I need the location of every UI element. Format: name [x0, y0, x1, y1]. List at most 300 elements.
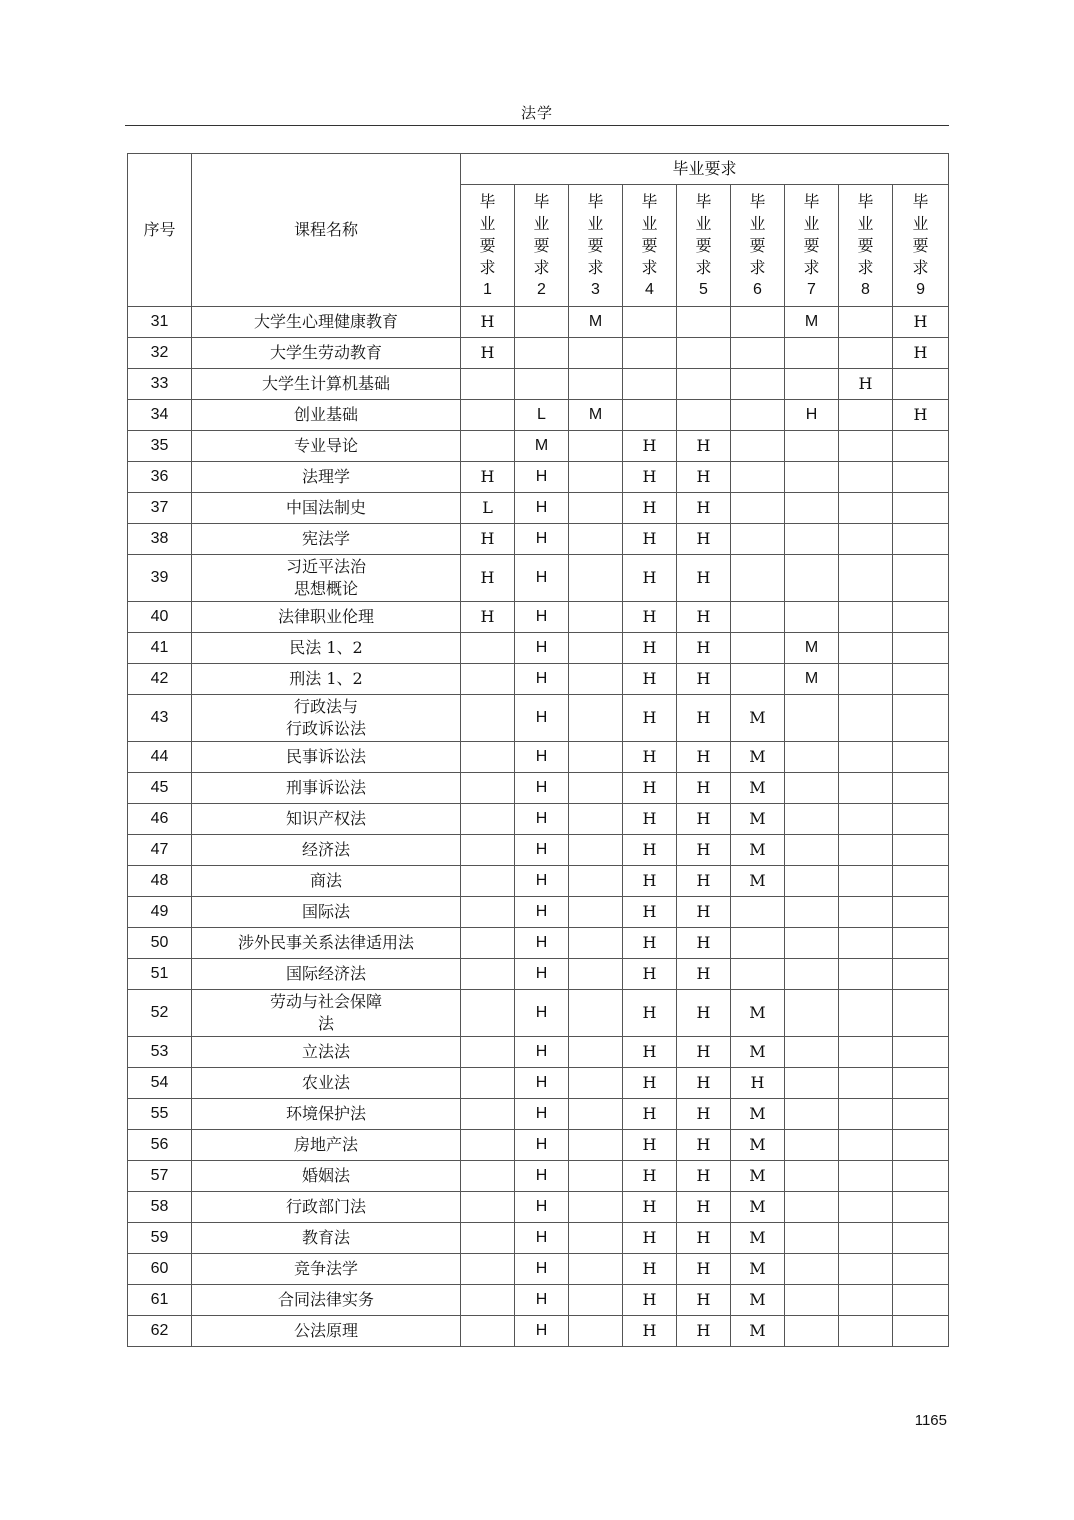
- requirement-5-level: H: [677, 633, 731, 664]
- row-number: 46: [128, 804, 192, 835]
- requirement-header-char: 求: [695, 257, 712, 277]
- row-number: 60: [128, 1254, 192, 1285]
- requirement-1-level: H: [461, 555, 515, 602]
- table-row: [128, 431, 949, 462]
- requirement-2-level: H: [515, 990, 569, 1037]
- course-name: [192, 866, 461, 897]
- requirement-header-char: 毕: [803, 191, 820, 211]
- course-name-line: 中国法制史: [285, 498, 366, 517]
- course-name: [192, 1068, 461, 1099]
- requirement-9-level: [893, 1316, 949, 1347]
- requirement-header-char: 5: [699, 280, 708, 298]
- requirement-4-level: H: [623, 742, 677, 773]
- requirement-2-level: H: [515, 555, 569, 602]
- column-header-requirement-8: [839, 185, 893, 307]
- requirement-1-level: [461, 1068, 515, 1099]
- requirement-2-level: H: [515, 493, 569, 524]
- requirement-2-level: [515, 307, 569, 338]
- column-header-requirement-5: [677, 185, 731, 307]
- requirement-5-level: H: [677, 524, 731, 555]
- requirement-6-level: [731, 462, 785, 493]
- requirement-8-level: [839, 338, 893, 369]
- requirement-2-level: H: [515, 664, 569, 695]
- requirement-6-level: [731, 897, 785, 928]
- requirement-2-level: [515, 338, 569, 369]
- requirement-3-level: [569, 742, 623, 773]
- table-row: [128, 928, 949, 959]
- requirement-6-level: [731, 400, 785, 431]
- requirement-2-level: H: [515, 1223, 569, 1254]
- requirement-5-level: [677, 369, 731, 400]
- requirement-7-level: [785, 524, 839, 555]
- requirement-5-level: H: [677, 1316, 731, 1347]
- requirement-3-level: [569, 1161, 623, 1192]
- requirement-5-level: H: [677, 804, 731, 835]
- course-name: [192, 1192, 461, 1223]
- requirement-3-level: [569, 866, 623, 897]
- requirement-header-char: 求: [587, 257, 604, 277]
- requirement-9-level: [893, 742, 949, 773]
- requirement-3-level: [569, 835, 623, 866]
- requirement-header-char: 求: [641, 257, 658, 277]
- requirement-3-level: [569, 773, 623, 804]
- requirement-7-level: [785, 1068, 839, 1099]
- requirement-2-level: H: [515, 897, 569, 928]
- requirement-1-level: [461, 866, 515, 897]
- requirement-9-level: [893, 804, 949, 835]
- row-number: 37: [128, 493, 192, 524]
- course-name-line: 法律职业伦理: [277, 607, 374, 626]
- requirement-5-level: H: [677, 990, 731, 1037]
- requirement-header-char: 毕: [641, 191, 658, 211]
- course-name: [192, 897, 461, 928]
- course-name: [192, 524, 461, 555]
- requirement-6-level: M: [731, 1099, 785, 1130]
- table-row: [128, 1316, 949, 1347]
- requirement-1-level: H: [461, 307, 515, 338]
- requirement-2-level: H: [515, 1285, 569, 1316]
- requirement-7-level: [785, 742, 839, 773]
- requirement-7-level: [785, 1192, 839, 1223]
- requirement-header-char: 业: [749, 213, 766, 233]
- course-name-line: 合同法律实务: [277, 1290, 374, 1309]
- requirement-8-level: [839, 1223, 893, 1254]
- requirement-8-level: [839, 835, 893, 866]
- course-name-line: 商法: [309, 871, 342, 890]
- requirement-1-level: [461, 897, 515, 928]
- requirement-1-level: [461, 773, 515, 804]
- requirement-9-level: [893, 493, 949, 524]
- requirement-2-level: H: [515, 1254, 569, 1285]
- requirement-3-level: [569, 1316, 623, 1347]
- requirement-3-level: [569, 1130, 623, 1161]
- requirement-4-level: H: [623, 835, 677, 866]
- table-row: [128, 400, 949, 431]
- requirement-1-level: [461, 400, 515, 431]
- table-row: [128, 1037, 949, 1068]
- requirement-8-level: [839, 1068, 893, 1099]
- row-number: 58: [128, 1192, 192, 1223]
- requirement-header-char: 业: [857, 213, 874, 233]
- requirement-2-level: H: [515, 804, 569, 835]
- requirement-9-level: [893, 369, 949, 400]
- course-name: [192, 369, 461, 400]
- course-name-line: 大学生劳动教育: [269, 343, 382, 362]
- requirement-header-char: 3: [591, 280, 600, 298]
- course-name-line: 竞争法学: [293, 1259, 358, 1278]
- table-row: [128, 990, 949, 1037]
- requirement-7-level: [785, 928, 839, 959]
- requirement-4-level: H: [623, 431, 677, 462]
- page-number: 1165: [914, 1412, 947, 1429]
- course-name-line: 民事诉讼法: [285, 747, 366, 766]
- course-name: [192, 1285, 461, 1316]
- table-row: [128, 1161, 949, 1192]
- table-row: [128, 462, 949, 493]
- requirement-1-level: [461, 664, 515, 695]
- requirement-header-char: 要: [641, 235, 658, 255]
- requirement-header-char: 业: [641, 213, 658, 233]
- requirement-5-level: H: [677, 928, 731, 959]
- requirement-9-level: [893, 1161, 949, 1192]
- requirement-4-level: H: [623, 1037, 677, 1068]
- requirement-9-level: H: [893, 307, 949, 338]
- requirement-header-char: 要: [803, 235, 820, 255]
- requirement-1-level: [461, 1223, 515, 1254]
- requirement-4-level: H: [623, 1192, 677, 1223]
- course-name: [192, 959, 461, 990]
- column-header-course-name: 课程名称: [192, 154, 461, 307]
- requirement-3-level: [569, 959, 623, 990]
- requirement-6-level: M: [731, 1254, 785, 1285]
- requirement-header-char: 毕: [587, 191, 604, 211]
- table-row: [128, 524, 949, 555]
- course-name-line: 大学生心理健康教育: [253, 312, 398, 331]
- requirement-header-char: 9: [916, 280, 925, 298]
- course-name-line: 经济法: [301, 840, 350, 859]
- requirement-7-level: [785, 602, 839, 633]
- requirement-1-level: [461, 835, 515, 866]
- requirement-4-level: [623, 338, 677, 369]
- requirement-6-level: [731, 928, 785, 959]
- course-name: [192, 431, 461, 462]
- requirement-5-level: H: [677, 1192, 731, 1223]
- requirement-7-level: [785, 835, 839, 866]
- requirement-header-char: 毕: [479, 191, 496, 211]
- table-row: [128, 1285, 949, 1316]
- requirement-8-level: [839, 400, 893, 431]
- requirement-4-level: H: [623, 1099, 677, 1130]
- requirement-3-level: [569, 338, 623, 369]
- requirement-header-char: 求: [912, 257, 929, 277]
- course-name-line: 民法 1、2: [289, 638, 363, 657]
- requirement-6-level: M: [731, 866, 785, 897]
- requirement-1-level: [461, 1161, 515, 1192]
- requirement-4-level: H: [623, 602, 677, 633]
- row-number: 36: [128, 462, 192, 493]
- requirement-5-level: H: [677, 1254, 731, 1285]
- requirement-header-char: 要: [749, 235, 766, 255]
- requirement-9-level: [893, 990, 949, 1037]
- requirement-8-level: [839, 695, 893, 742]
- requirement-8-level: [839, 1130, 893, 1161]
- requirement-6-level: M: [731, 835, 785, 866]
- requirement-8-level: [839, 1192, 893, 1223]
- course-name-line: 房地产法: [293, 1135, 358, 1154]
- requirement-9-level: [893, 897, 949, 928]
- row-number: 56: [128, 1130, 192, 1161]
- requirement-7-level: [785, 990, 839, 1037]
- requirement-header-char: 业: [587, 213, 604, 233]
- requirement-header-char: 业: [479, 213, 496, 233]
- column-header-requirement-1: [461, 185, 515, 307]
- requirement-2-level: H: [515, 1130, 569, 1161]
- course-name: [192, 742, 461, 773]
- table-row: [128, 742, 949, 773]
- requirement-8-level: [839, 1254, 893, 1285]
- course-name-line: 教育法: [301, 1228, 350, 1247]
- column-group-graduation-requirements: 毕业要求: [461, 154, 949, 185]
- requirement-5-level: H: [677, 959, 731, 990]
- requirement-3-level: [569, 928, 623, 959]
- requirement-header-char: 业: [803, 213, 820, 233]
- requirement-8-level: [839, 804, 893, 835]
- requirement-1-level: [461, 990, 515, 1037]
- requirement-9-level: [893, 1068, 949, 1099]
- requirement-8-level: [839, 742, 893, 773]
- row-number: 50: [128, 928, 192, 959]
- requirement-7-level: [785, 462, 839, 493]
- requirement-3-level: [569, 555, 623, 602]
- requirement-1-level: H: [461, 462, 515, 493]
- requirement-1-level: [461, 1192, 515, 1223]
- requirement-9-level: [893, 1130, 949, 1161]
- requirement-7-level: [785, 493, 839, 524]
- requirement-3-level: [569, 1254, 623, 1285]
- course-name-line: 公法原理: [293, 1321, 358, 1340]
- requirement-3-level: [569, 1099, 623, 1130]
- requirement-7-level: [785, 1285, 839, 1316]
- requirement-header-char: 毕: [533, 191, 550, 211]
- requirement-6-level: [731, 664, 785, 695]
- course-name: [192, 664, 461, 695]
- requirement-2-level: L: [515, 400, 569, 431]
- requirement-8-level: [839, 307, 893, 338]
- requirement-4-level: H: [623, 1285, 677, 1316]
- requirement-9-level: [893, 462, 949, 493]
- requirement-9-level: [893, 555, 949, 602]
- requirement-1-level: [461, 1316, 515, 1347]
- requirement-5-level: [677, 307, 731, 338]
- requirement-header-char: 7: [807, 280, 816, 298]
- requirement-5-level: H: [677, 462, 731, 493]
- row-number: 62: [128, 1316, 192, 1347]
- requirement-2-level: H: [515, 742, 569, 773]
- requirement-header-char: 要: [912, 235, 929, 255]
- row-number: 48: [128, 866, 192, 897]
- requirement-4-level: [623, 400, 677, 431]
- requirement-5-level: H: [677, 1068, 731, 1099]
- requirement-header-char: 业: [533, 213, 550, 233]
- requirement-header-char: 求: [803, 257, 820, 277]
- table-row: [128, 369, 949, 400]
- requirement-2-level: H: [515, 1161, 569, 1192]
- requirement-1-level: [461, 1099, 515, 1130]
- requirement-9-level: [893, 1254, 949, 1285]
- requirement-2-level: H: [515, 835, 569, 866]
- requirement-1-level: [461, 742, 515, 773]
- course-name-line: 思想概论: [293, 579, 358, 598]
- requirement-7-level: [785, 1223, 839, 1254]
- row-number: 49: [128, 897, 192, 928]
- requirement-5-level: H: [677, 431, 731, 462]
- table-row: [128, 897, 949, 928]
- requirement-7-level: [785, 897, 839, 928]
- requirement-3-level: [569, 1068, 623, 1099]
- table-row: [128, 1068, 949, 1099]
- requirement-2-level: H: [515, 462, 569, 493]
- requirement-5-level: H: [677, 1130, 731, 1161]
- row-number: 57: [128, 1161, 192, 1192]
- requirement-4-level: H: [623, 462, 677, 493]
- requirement-3-level: [569, 897, 623, 928]
- column-header-requirement-4: [623, 185, 677, 307]
- row-number: 44: [128, 742, 192, 773]
- row-number: 59: [128, 1223, 192, 1254]
- requirement-7-level: [785, 1254, 839, 1285]
- requirement-8-level: [839, 1285, 893, 1316]
- requirement-4-level: H: [623, 664, 677, 695]
- requirement-header-char: 毕: [749, 191, 766, 211]
- requirement-4-level: H: [623, 695, 677, 742]
- requirement-1-level: [461, 1130, 515, 1161]
- row-number: 61: [128, 1285, 192, 1316]
- requirement-2-level: H: [515, 1068, 569, 1099]
- requirement-3-level: M: [569, 307, 623, 338]
- requirement-1-level: [461, 928, 515, 959]
- requirement-2-level: H: [515, 959, 569, 990]
- requirement-6-level: H: [731, 1068, 785, 1099]
- requirement-5-level: H: [677, 835, 731, 866]
- requirement-4-level: H: [623, 804, 677, 835]
- requirement-3-level: [569, 493, 623, 524]
- requirement-1-level: [461, 369, 515, 400]
- requirement-7-level: [785, 804, 839, 835]
- requirement-header-char: 要: [533, 235, 550, 255]
- course-name: [192, 804, 461, 835]
- course-name: [192, 990, 461, 1037]
- requirement-8-level: [839, 462, 893, 493]
- requirement-5-level: H: [677, 1285, 731, 1316]
- requirement-4-level: H: [623, 1130, 677, 1161]
- requirement-2-level: H: [515, 1037, 569, 1068]
- course-name-line: 婚姻法: [301, 1166, 350, 1185]
- table-row: [128, 1099, 949, 1130]
- requirement-5-level: H: [677, 695, 731, 742]
- requirement-8-level: [839, 1161, 893, 1192]
- requirement-2-level: H: [515, 1316, 569, 1347]
- requirement-6-level: M: [731, 804, 785, 835]
- requirement-3-level: [569, 695, 623, 742]
- row-number: 51: [128, 959, 192, 990]
- requirement-1-level: [461, 695, 515, 742]
- course-name-line: 大学生计算机基础: [261, 374, 390, 393]
- requirement-8-level: [839, 664, 893, 695]
- requirement-4-level: H: [623, 493, 677, 524]
- requirement-4-level: H: [623, 633, 677, 664]
- requirement-header-char: 4: [645, 280, 654, 298]
- requirement-7-level: [785, 369, 839, 400]
- requirement-9-level: [893, 1192, 949, 1223]
- requirement-1-level: [461, 633, 515, 664]
- requirement-9-level: H: [893, 338, 949, 369]
- course-name: [192, 1099, 461, 1130]
- requirement-3-level: [569, 990, 623, 1037]
- requirement-header-char: 要: [857, 235, 874, 255]
- table-row: [128, 493, 949, 524]
- row-number: 42: [128, 664, 192, 695]
- requirement-7-level: [785, 959, 839, 990]
- course-name: [192, 1130, 461, 1161]
- course-name: [192, 1316, 461, 1347]
- requirement-6-level: [731, 633, 785, 664]
- requirement-1-level: [461, 1254, 515, 1285]
- requirement-3-level: [569, 633, 623, 664]
- course-name: [192, 1223, 461, 1254]
- table-row: [128, 1223, 949, 1254]
- column-header-seq: 序号: [128, 154, 192, 307]
- requirement-5-level: H: [677, 493, 731, 524]
- course-name: [192, 928, 461, 959]
- course-name-line: 行政诉讼法: [285, 719, 366, 738]
- row-number: 53: [128, 1037, 192, 1068]
- requirement-6-level: [731, 524, 785, 555]
- requirement-header-char: 毕: [695, 191, 712, 211]
- requirement-5-level: H: [677, 897, 731, 928]
- table-row: [128, 1192, 949, 1223]
- column-header-requirement-7: [785, 185, 839, 307]
- requirement-8-level: [839, 524, 893, 555]
- table-row: [128, 633, 949, 664]
- course-name-line: 行政部门法: [285, 1197, 366, 1216]
- requirement-3-level: [569, 524, 623, 555]
- requirement-9-level: H: [893, 400, 949, 431]
- requirement-header-char: 毕: [912, 191, 929, 211]
- row-number: 39: [128, 555, 192, 602]
- requirement-3-level: [569, 1192, 623, 1223]
- course-name: [192, 773, 461, 804]
- requirement-header-char: 业: [912, 213, 929, 233]
- requirement-header-char: 1: [483, 280, 492, 298]
- requirement-3-level: [569, 462, 623, 493]
- requirement-6-level: [731, 959, 785, 990]
- requirement-4-level: [623, 307, 677, 338]
- requirement-1-level: [461, 1285, 515, 1316]
- requirement-3-level: [569, 804, 623, 835]
- course-name: [192, 602, 461, 633]
- course-name-line: 立法法: [301, 1042, 350, 1061]
- requirement-6-level: [731, 493, 785, 524]
- requirement-5-level: H: [677, 1161, 731, 1192]
- requirement-4-level: H: [623, 524, 677, 555]
- course-name: [192, 835, 461, 866]
- table-row: [128, 1254, 949, 1285]
- requirement-4-level: H: [623, 1068, 677, 1099]
- requirement-4-level: H: [623, 1254, 677, 1285]
- requirement-9-level: [893, 1037, 949, 1068]
- requirement-2-level: H: [515, 524, 569, 555]
- requirement-5-level: H: [677, 1037, 731, 1068]
